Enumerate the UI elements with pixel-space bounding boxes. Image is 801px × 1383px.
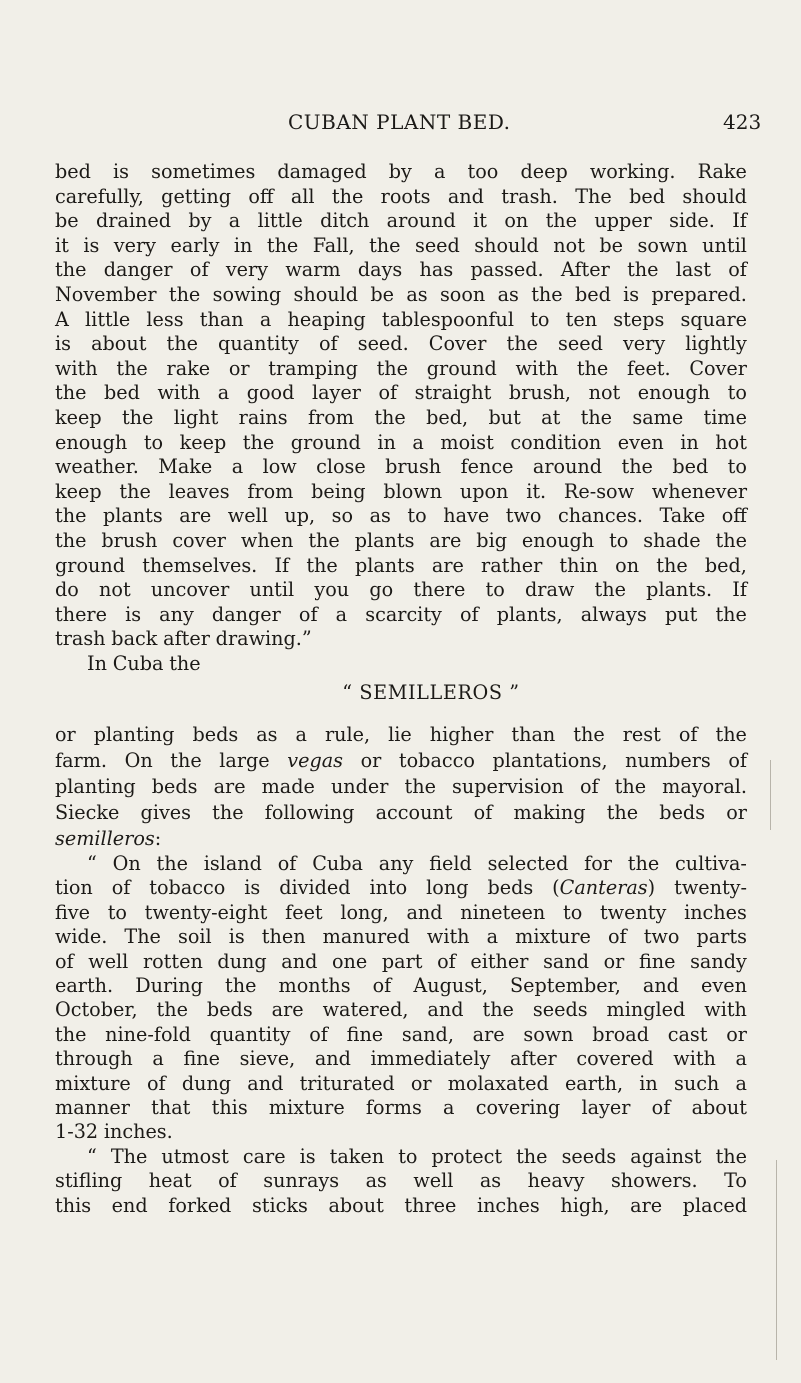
- text-line: through a fine sieve, and immediately after covered with a: [55, 1047, 747, 1071]
- text-line: do not uncover until you go there to draw the plants. If: [55, 578, 747, 602]
- text-line: this end forked sticks about three inches high, are placed: [55, 1193, 747, 1217]
- text-line: is about the quantity of seed. Cover the seed very lightly: [55, 332, 747, 356]
- text-line: earth. During the months of August, September, and even: [55, 974, 747, 998]
- text-line: bed is sometimes damaged by a too deep working. Rake: [55, 160, 747, 183]
- centered-heading: “ SEMILLEROS ”: [342, 681, 520, 705]
- paragraph-end-line: 1-32 inches.: [55, 1120, 173, 1144]
- page-edge-shadow: [776, 1160, 777, 1360]
- page-edge-shadow: [770, 760, 771, 830]
- text-line: or planting beds as a rule, lie higher than the rest of the: [55, 723, 747, 747]
- paragraph-start-line: “ The utmost care is taken to protect the seeds against the: [87, 1144, 747, 1168]
- text-line: planting beds are made under the supervision of the mayoral.: [55, 775, 747, 799]
- text-line: mixture of dung and triturated or molaxated earth, in such a: [55, 1071, 747, 1095]
- text-line: there is any danger of a scarcity of plants, always put the: [55, 602, 747, 626]
- text-line-with-italic: tion of tobacco is divided into long beds (Canteras) twenty-: [55, 876, 747, 900]
- text-line: with the rake or tramping the ground with the feet. Cover: [55, 356, 747, 380]
- text-line: carefully, getting off all the roots and trash. The bed should: [55, 184, 747, 208]
- text-line: the brush cover when the plants are big enough to shade the: [55, 528, 747, 552]
- body-text: [55, 160, 747, 1218]
- text-line: five to twenty-eight feet long, and nineteen to twenty inches: [55, 900, 747, 924]
- text-line: wide. The soil is then manured with a mixture of two parts: [55, 925, 747, 949]
- text-line: be drained by a little ditch around it on the upper side. If: [55, 209, 747, 233]
- text-line: Siecke gives the following account of making the beds or: [55, 801, 747, 825]
- text-line: the bed with a good layer of straight brush, not enough to: [55, 381, 747, 405]
- text-line: the nine-fold quantity of fine sand, are sown broad cast or: [55, 1022, 747, 1046]
- text-line: keep the leaves from being blown upon it. Re-sow whenever: [55, 479, 747, 503]
- text-line-with-italic: farm. On the large vegas or tobacco plantations, numbers of: [55, 749, 747, 773]
- paragraph-end-line: trash back after drawing.”: [55, 627, 312, 651]
- text-line: manner that this mixture forms a covering layer of about: [55, 1095, 747, 1119]
- text-line: October, the beds are watered, and the seeds mingled with: [55, 998, 747, 1022]
- text-line: November the sowing should be as soon as the bed is prepared.: [55, 282, 747, 306]
- text-line: weather. Make a low close brush fence around the bed to: [55, 455, 747, 479]
- text-line: A little less than a heaping tablespoonful to ten steps square: [55, 307, 747, 331]
- text-line: of well rotten dung and one part of either sand or fine sandy: [55, 949, 747, 973]
- page-number: 423: [723, 110, 762, 134]
- quotation-start-line: “ On the island of Cuba any field selected for the cultiva-: [87, 852, 747, 876]
- text-line: it is very early in the Fall, the seed should not be sown until: [55, 233, 747, 257]
- text-line: ground themselves. If the plants are rather thin on the bed,: [55, 553, 747, 577]
- text-line: stifling heat of sunrays as well as heavy showers. To: [55, 1169, 747, 1193]
- paragraph-start-line: In Cuba the: [87, 651, 201, 675]
- text-line: the danger of very warm days has passed. After the last of: [55, 258, 747, 282]
- text-line: the plants are well up, so as to have two chances. Take off: [55, 504, 747, 528]
- text-line: keep the light rains from the bed, but at the same time: [55, 405, 747, 429]
- text-line-with-italic: semilleros:: [55, 827, 162, 851]
- running-head: [0, 110, 801, 138]
- text-line: enough to keep the ground in a moist condition even in hot: [55, 430, 747, 454]
- running-title: CUBAN PLANT BED.: [288, 110, 511, 134]
